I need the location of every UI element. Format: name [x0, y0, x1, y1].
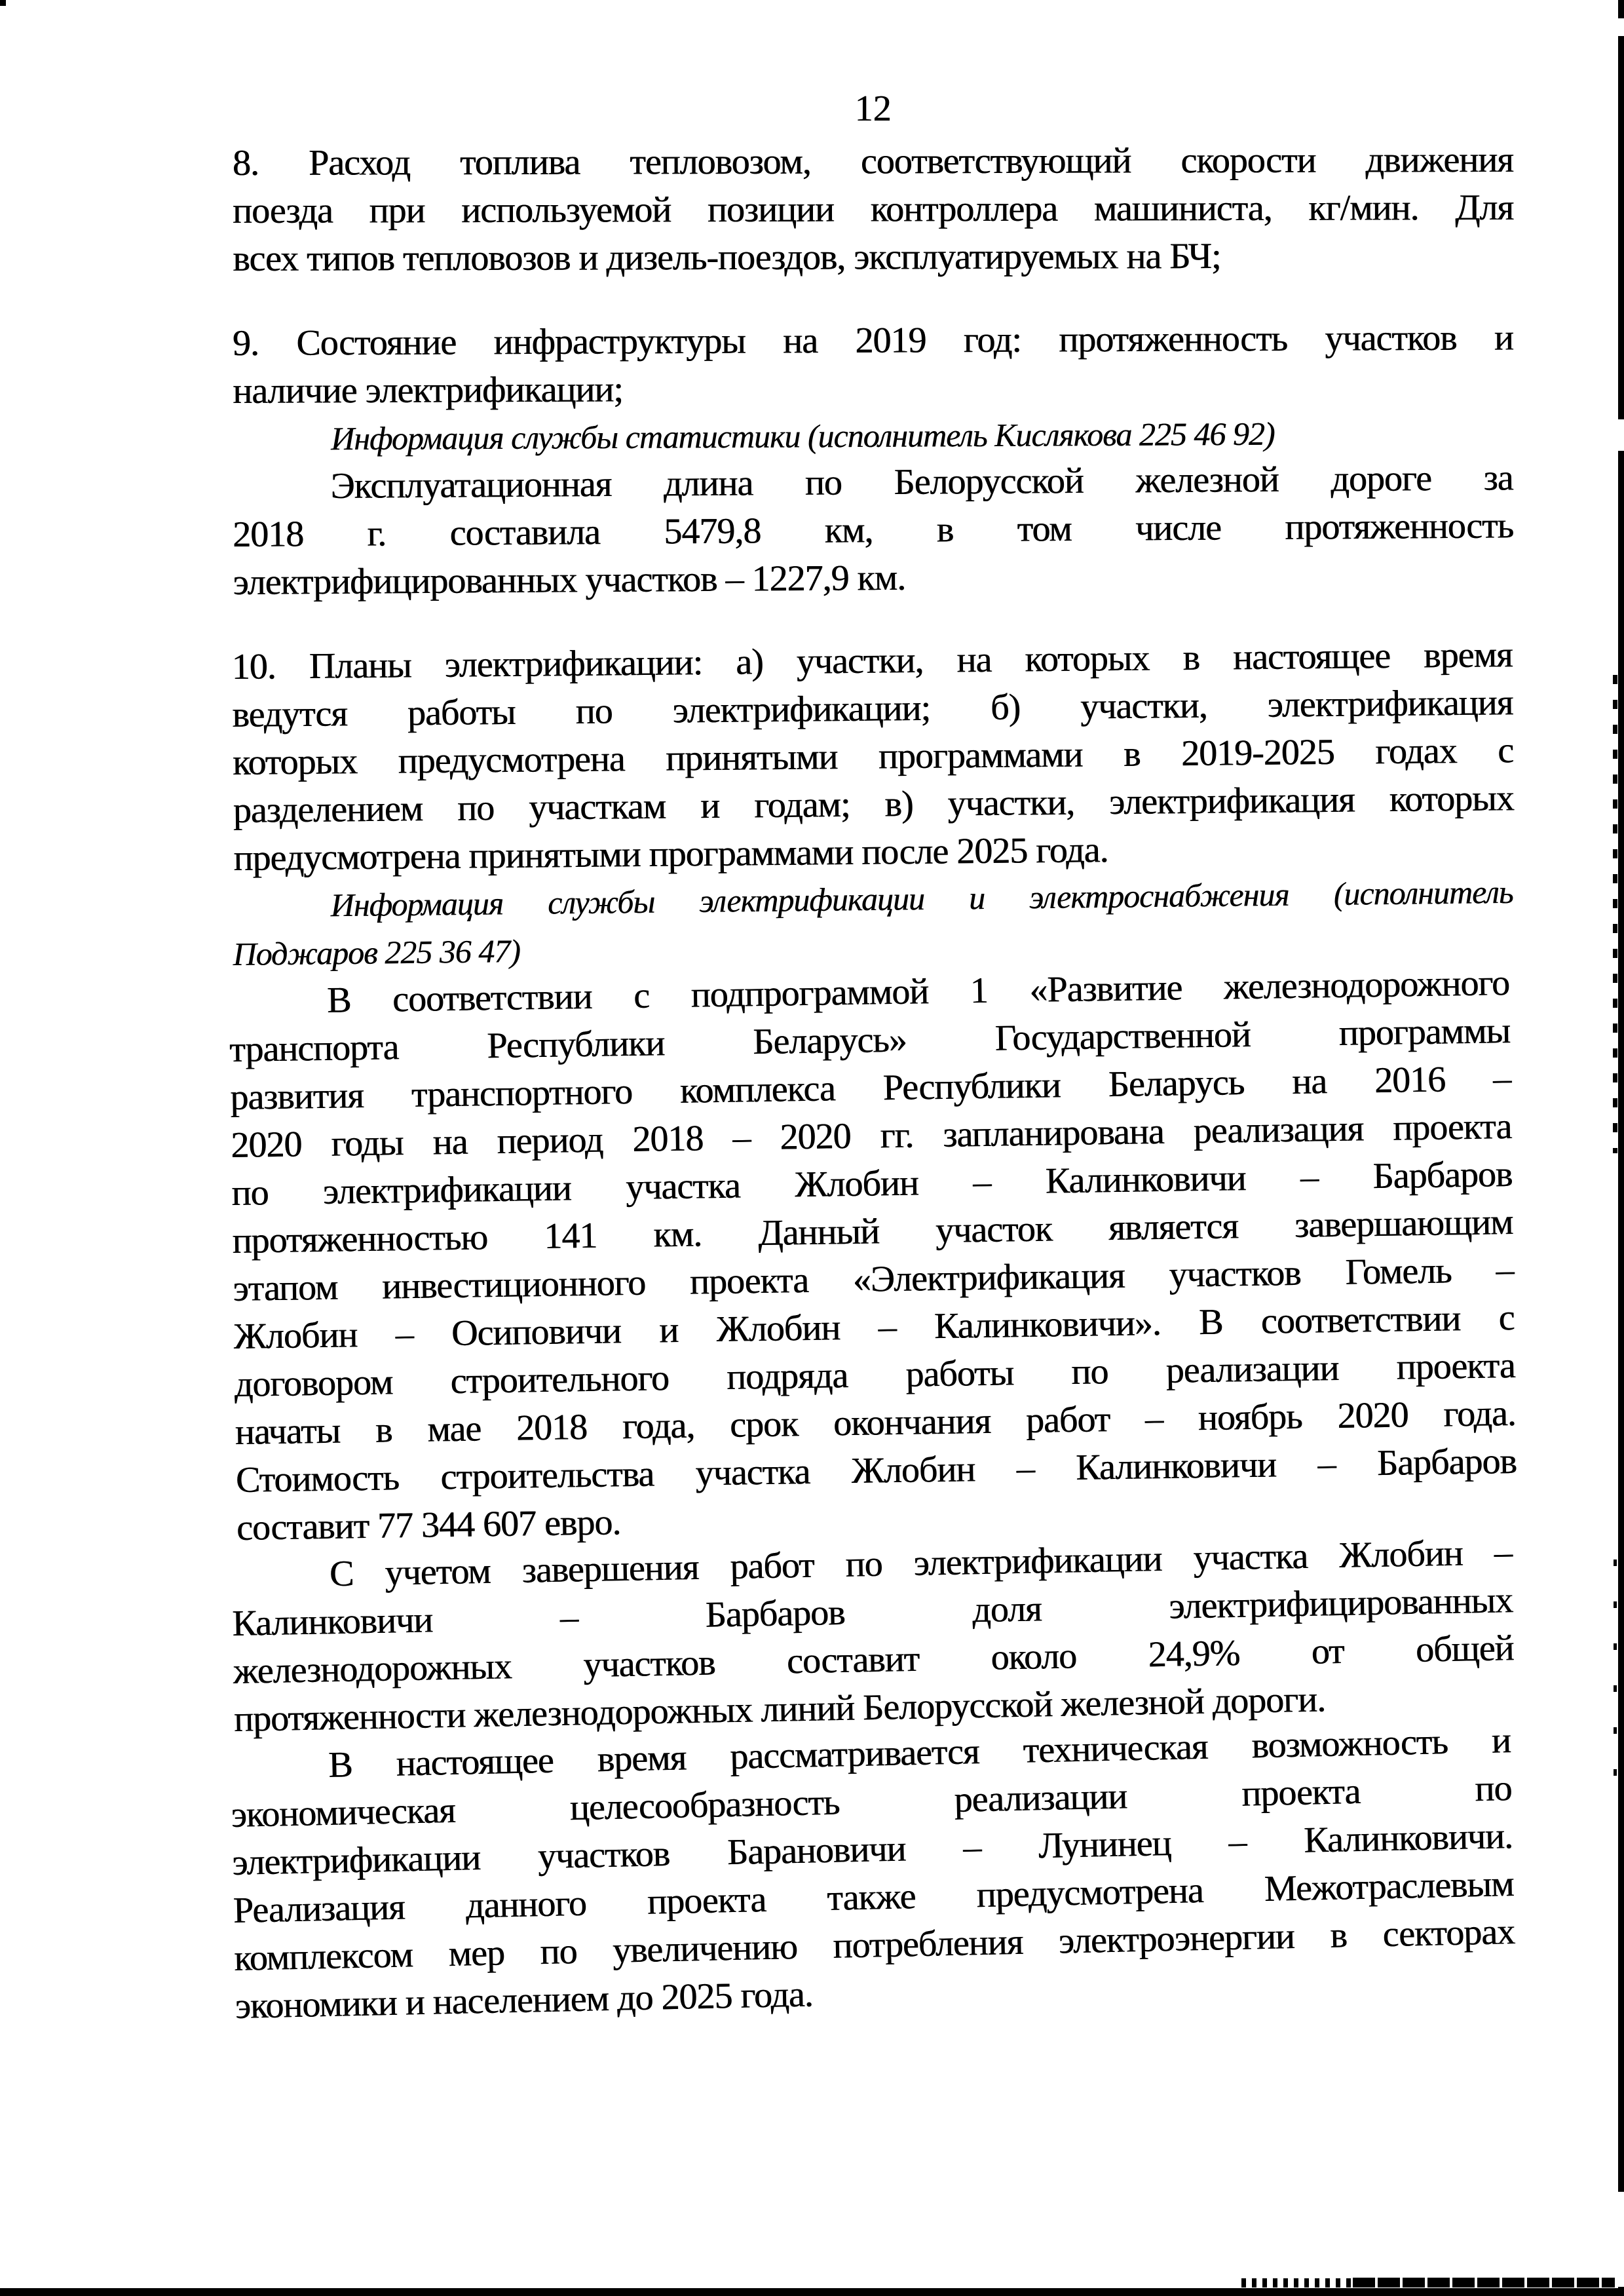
text-line: транспорта Республики Беларусь» Государственной программы [229, 1010, 1511, 1071]
text-line: экономическая целесообразность реализации проекта по [231, 1768, 1512, 1836]
paragraph [233, 314, 1514, 415]
text-line: В настоящее время рассматривается техническая возможность и [328, 1720, 1511, 1786]
text-line: Калинковичи – Барбаров доля электрифицированных [231, 1580, 1513, 1645]
text-line: электрификации участков Барановичи – Лунинец – Калинковичи. [231, 1816, 1513, 1884]
text-line: комплексом мер по увеличению потребления электроэнергии в секторах [233, 1911, 1515, 1979]
text-line: 2020 годы на период 2018 – 2020 гг. запланирована реализация проекта [230, 1106, 1512, 1166]
text-line: С учетом завершения работ по электрификации участка Жлобин – [329, 1532, 1513, 1595]
scan-artifact-bottom-noise [1241, 2278, 1353, 2287]
scan-artifact-bottom-noise-2 [1353, 2278, 1615, 2287]
text-line: развития транспортного комплекса Республики Беларусь на 2016 – [229, 1058, 1511, 1119]
text-line: этапом инвестиционного проекта «Электрификация участков Гомель – [233, 1249, 1514, 1309]
text-line: протяженности железнодорожных линий Белорусской железной дороги. [233, 1679, 1326, 1740]
text-line: 10. Планы электрификации: а) участки, на которых в настоящее время [231, 634, 1513, 688]
text-line: электрифицированных участков – 1227,9 км. [233, 557, 906, 603]
text-line: Реализация данного проекта также предусмотрена Межотраслевым [233, 1864, 1514, 1931]
text-line: Стоимость строительства участка Жлобин – Калинковичи – Барбаров [235, 1440, 1517, 1501]
scan-artifact-right-edge-bar [1618, 0, 1624, 2296]
text-line: 9. Состояние инфраструктуры на 2019 год: протяженность участков и [232, 317, 1513, 364]
text-line: составит 77 344 607 евро. [236, 1502, 621, 1548]
text-line: 8. Расход топлива тепловозом, соответствующий скорости движения [232, 139, 1513, 184]
text-line: начаты в мае 2018 года, срок окончания работ – ноябрь 2020 года. [235, 1392, 1517, 1453]
text-line: Информация службы электрификации и электроснабжения (исполнитель [330, 873, 1513, 924]
scan-artifact-right-ticks-2 [1614, 1559, 1617, 1782]
text-line: которых предусмотрена принятыми программами в 2019-2025 годах с [232, 730, 1514, 783]
text-line: экономики и населением до 2025 года. [235, 1974, 814, 2027]
text-line: Информация службы статистики (исполнитель Кислякова 225 46 92) [330, 415, 1275, 457]
scan-artifact-right-ticks [1613, 675, 1617, 1153]
text-line: 2018 г. составила 5479,8 км, в том числе протяженность [232, 505, 1514, 555]
page-number: 12 [854, 88, 892, 129]
text-line: ведутся работы по электрификации; б) участки, электрификация [231, 682, 1513, 736]
text-line: Поджаров 225 36 47) [233, 932, 521, 972]
text-line: договором строительного подряда работы по реализации проекта [234, 1345, 1515, 1405]
text-line: Жлобин – Осиповичи и Жлобин – Калинковичи». В соответствии с [233, 1297, 1515, 1357]
text-line: Эксплуатационная длина по Белорусской железной дороге за [330, 457, 1513, 507]
text-line: поезда при используемой позиции контроллера машиниста, кг/мин. Для [232, 187, 1514, 231]
text-line: В соответствии с подпрограммой 1 «Развитие железнодорожного [326, 963, 1510, 1021]
text-line: протяженностью 141 км. Данный участок является завершающим [231, 1202, 1513, 1262]
paragraph [232, 454, 1513, 607]
text-line: железнодорожных участков составит около 24,9% от общей [233, 1628, 1514, 1692]
text-line: наличие электрификации; [233, 369, 623, 411]
scan-artifact-top-left-speck [0, 0, 6, 6]
paragraph [233, 136, 1514, 283]
text-line: всех типов тепловозов и дизель-поездов, эксплуатируемых на БЧ; [233, 236, 1221, 279]
document-body [229, 139, 1517, 2031]
scan-artifact-bottom-edge-bar [0, 2288, 1624, 2296]
paragraph [231, 631, 1514, 883]
text-line: по электрификации участка Жлобин – Калинковичи – Барбаров [231, 1154, 1513, 1214]
paragraph [229, 1717, 1516, 2031]
paragraph [231, 1529, 1515, 1744]
text-line: разделением по участкам и годам; в) участки, электрификация которых [233, 778, 1514, 831]
paragraph [229, 959, 1518, 1552]
text-line: предусмотрена принятыми программами после 2025 года. [233, 830, 1108, 879]
